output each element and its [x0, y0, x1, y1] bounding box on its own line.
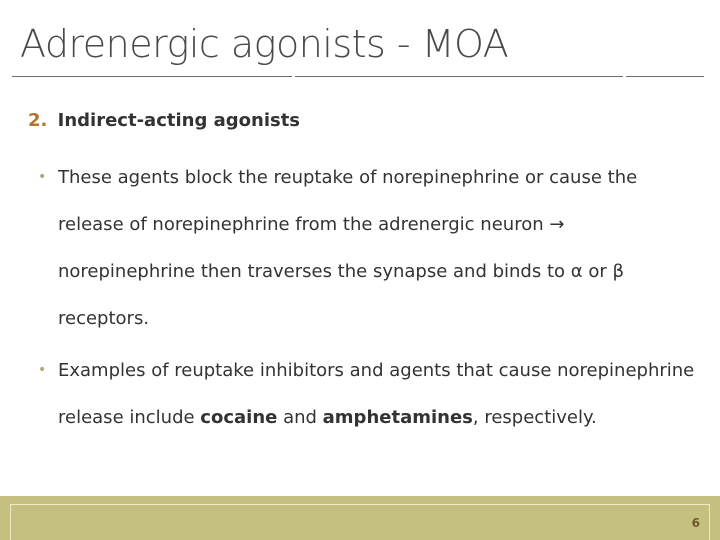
bullet-text-run: Examples of reuptake inhibitors and agents that cause norepinephrine release include — [58, 360, 695, 428]
section-heading — [28, 110, 300, 131]
drug-name-cocaine: cocaine — [200, 407, 278, 428]
bullet-marker: • — [38, 169, 47, 185]
page-number: 6 — [691, 516, 700, 530]
bullet-item — [40, 154, 700, 342]
section-number: 2. — [28, 110, 48, 131]
section-heading-text: Indirect-acting agonists — [57, 110, 301, 131]
bullet-text-run: and — [277, 407, 323, 428]
drug-name-amphetamines: amphetamines — [322, 407, 473, 428]
title-underline-segment — [12, 76, 292, 77]
bullet-text — [40, 347, 700, 441]
bullet-marker: • — [38, 362, 47, 378]
slide-title: Adrenergic agonists - MOA — [20, 22, 509, 66]
bullet-item — [40, 347, 700, 441]
bullet-text: These agents block the reuptake of norepinephrine or cause the release of norepinephrine from the adrenergic neuron → norepinephrine then traverses the synapse and binds to α or β receptors. — [58, 167, 638, 329]
title-underline-segment — [295, 76, 623, 77]
footer-band — [0, 496, 720, 540]
title-underline-segment — [626, 76, 704, 77]
footer-frame — [10, 504, 710, 540]
title-underline — [12, 76, 704, 78]
bullet-text-run: , respectively. — [472, 407, 597, 428]
